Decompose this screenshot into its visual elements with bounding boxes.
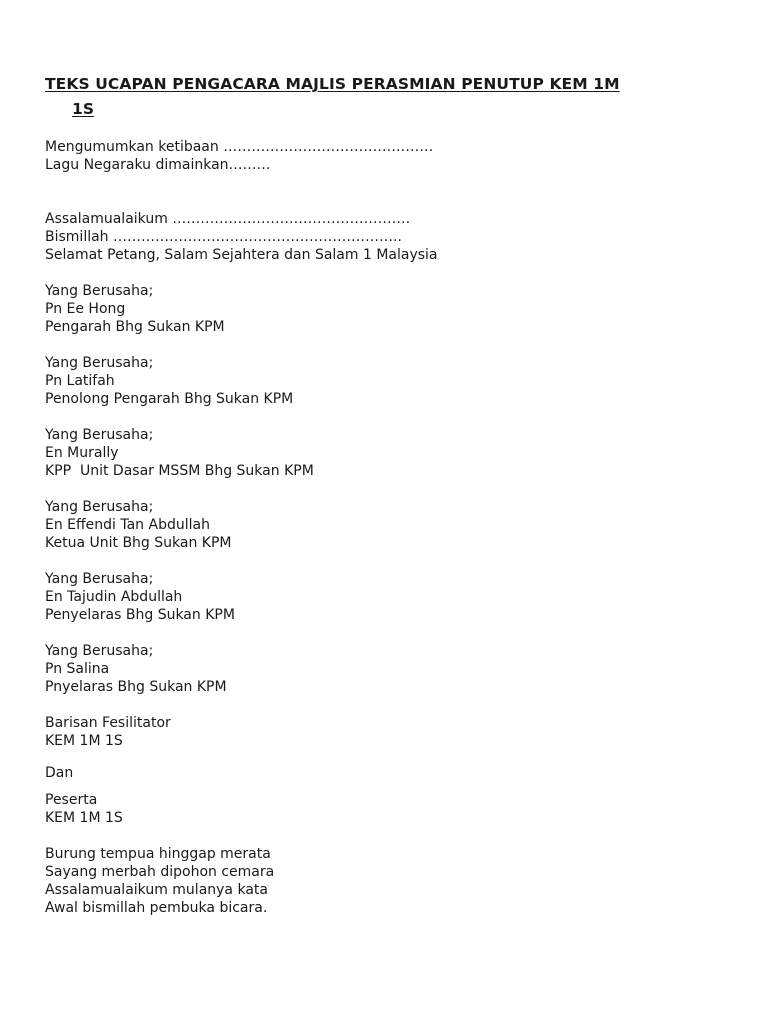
dignitary-position: Pengarah Bhg Sukan KPM: [45, 319, 225, 335]
greeting-salam: Assalamualaikum ……………………………………………: [45, 211, 411, 227]
pantun-line: Assalamualaikum mulanya kata: [45, 882, 268, 898]
dignitary-name: Pn Ee Hong: [45, 301, 126, 317]
title-line-1: TEKS UCAPAN PENGACARA MAJLIS PERASMIAN PENUTUP KEM 1M: [45, 75, 620, 93]
greeting-salutation: Selamat Petang, Salam Sejahtera dan Salam 1 Malaysia: [45, 247, 438, 263]
facilitators-camp: KEM 1M 1S: [45, 733, 123, 749]
dignitary-name: En Effendi Tan Abdullah: [45, 517, 210, 533]
dignitary-honorific: Yang Berusaha;: [45, 499, 154, 515]
title-line-2: 1S: [72, 100, 95, 118]
facilitators-line: Barisan Fesilitator: [45, 715, 171, 731]
intro-announce: Mengumumkan ketibaan ………………………………………: [45, 139, 434, 155]
pantun-line: Awal bismillah pembuka bicara.: [45, 900, 268, 916]
dignitary-position: Penolong Pengarah Bhg Sukan KPM: [45, 391, 294, 407]
dignitary-name: Pn Latifah: [45, 373, 115, 389]
pantun-line: Sayang merbah dipohon cemara: [45, 864, 275, 880]
greeting-bismillah: Bismillah ……………………………………………………..: [45, 229, 402, 245]
dignitary-name: Pn Salina: [45, 661, 110, 677]
pantun-line: Burung tempua hinggap merata: [45, 846, 271, 862]
dignitary-name: En Tajudin Abdullah: [45, 589, 183, 605]
dignitary-honorific: Yang Berusaha;: [45, 571, 154, 587]
participants-camp: KEM 1M 1S: [45, 810, 123, 826]
conjunction-dan: Dan: [45, 765, 74, 781]
dignitary-name: En Murally: [45, 445, 119, 461]
dignitary-honorific: Yang Berusaha;: [45, 427, 154, 443]
dignitary-honorific: Yang Berusaha;: [45, 283, 154, 299]
dignitary-position: Ketua Unit Bhg Sukan KPM: [45, 535, 232, 551]
dignitary-honorific: Yang Berusaha;: [45, 355, 154, 371]
intro-anthem: Lagu Negaraku dimainkan………: [45, 157, 271, 173]
document-title: [45, 72, 705, 122]
dignitary-position: KPP Unit Dasar MSSM Bhg Sukan KPM: [45, 463, 314, 479]
dignitary-position: Pnyelaras Bhg Sukan KPM: [45, 679, 227, 695]
dignitary-position: Penyelaras Bhg Sukan KPM: [45, 607, 235, 623]
participants-line: Peserta: [45, 792, 98, 808]
dignitary-honorific: Yang Berusaha;: [45, 643, 154, 659]
